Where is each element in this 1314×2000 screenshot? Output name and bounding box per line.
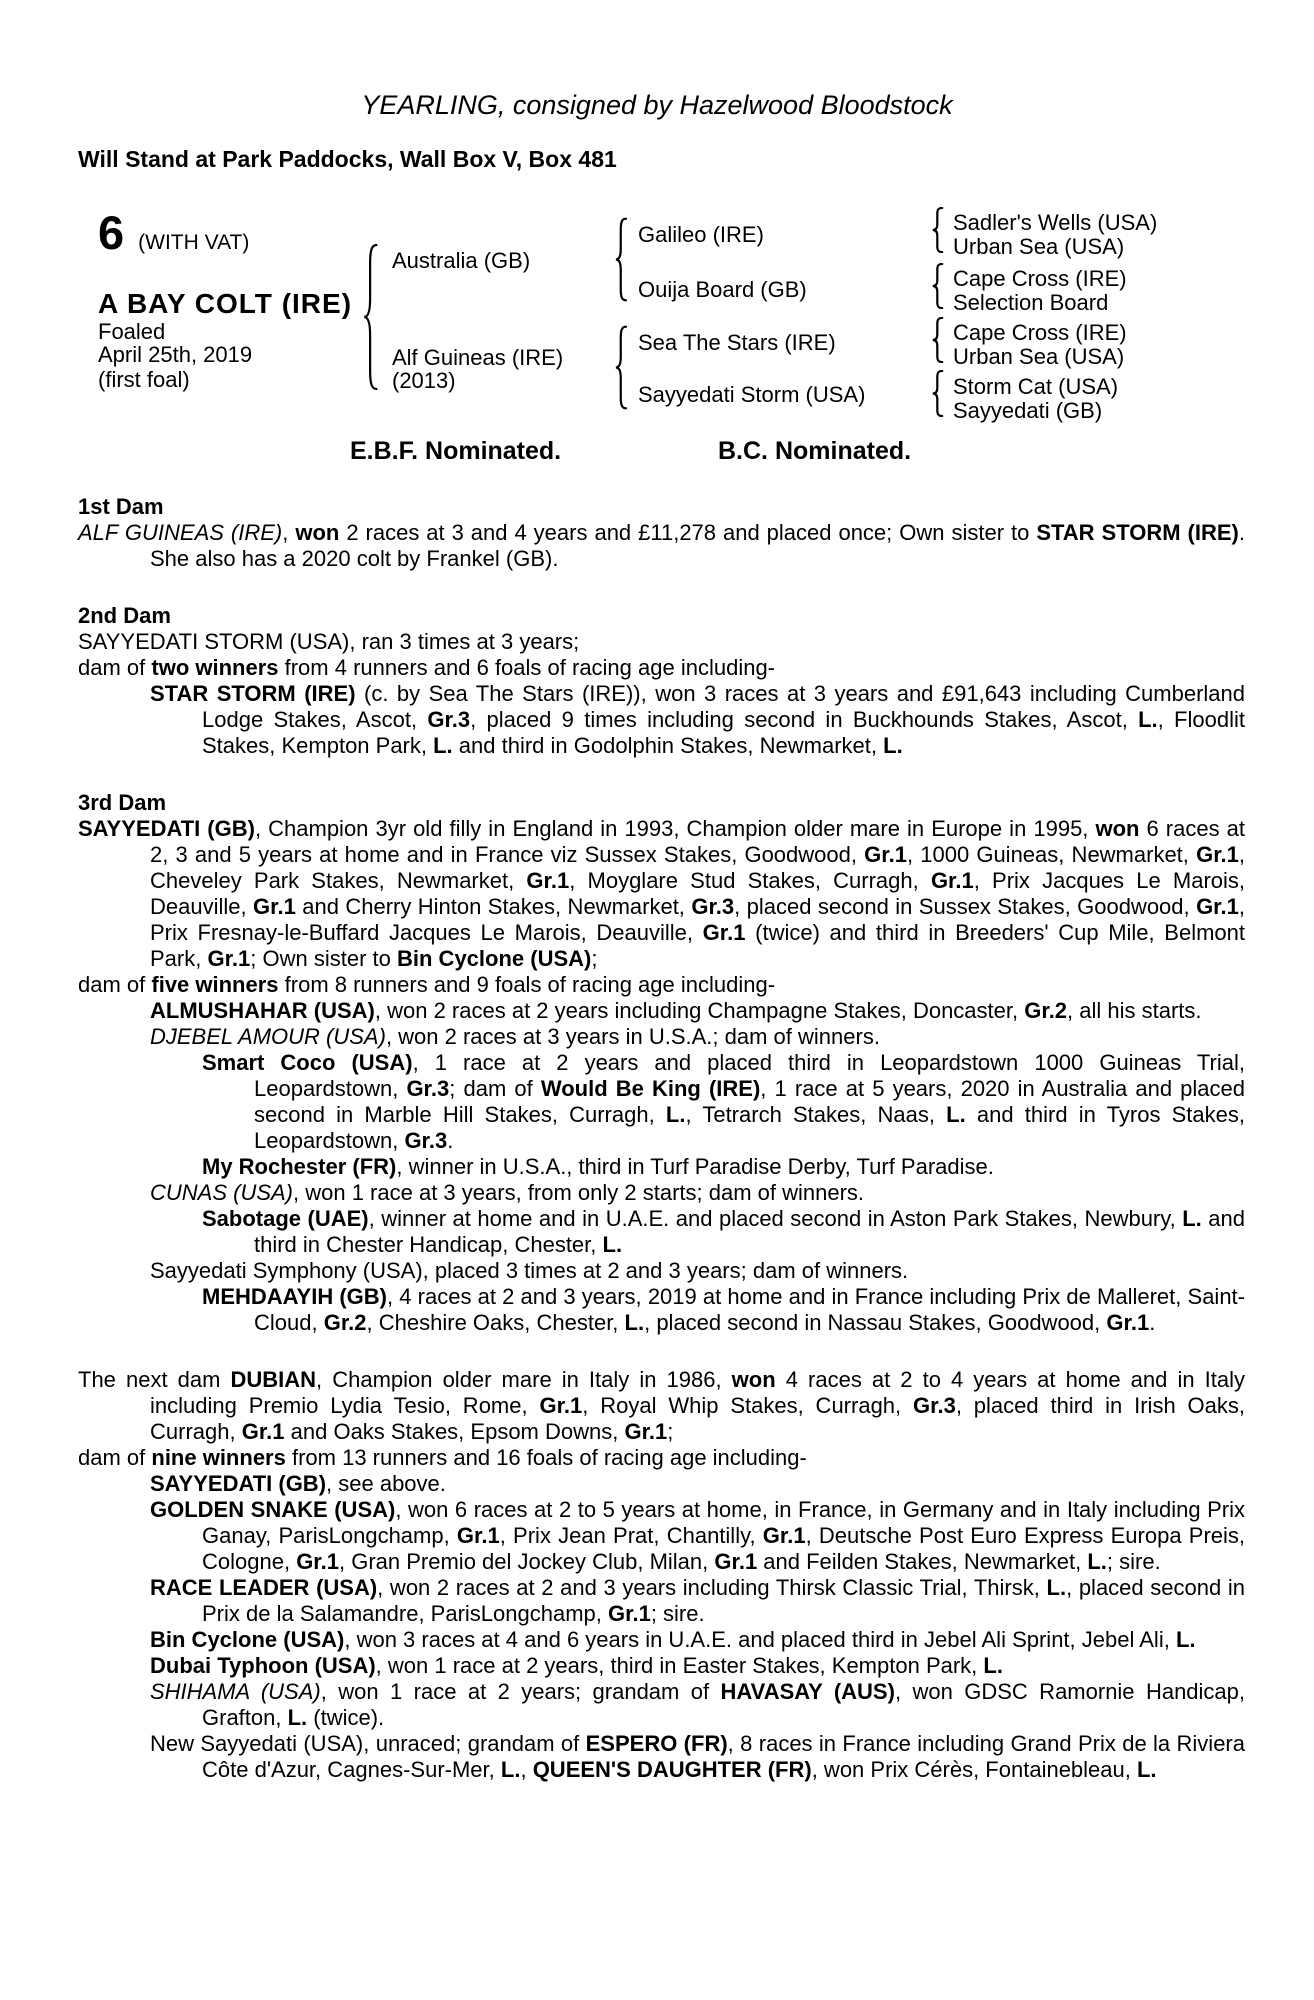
text-run: Bin Cyclone (USA): [397, 946, 592, 971]
text-run: dam of: [78, 1445, 152, 1470]
text-run: Gr.2: [1024, 998, 1068, 1023]
pedigree-paragraph: [78, 1024, 1245, 1050]
text-run: 6 races at 2, 3 and 5 years at home and in France viz Sussex Stakes, Goodwood,: [150, 816, 1246, 867]
text-run: Gr.1: [1106, 1310, 1150, 1335]
text-run: My Rochester (FR): [202, 1154, 397, 1179]
text-run: Gr.1: [456, 1523, 500, 1548]
text-run: from 8 runners and 9 foals of racing age including-: [278, 972, 776, 997]
foaled-label: Foaled: [98, 319, 166, 344]
sire-name: Australia (GB): [392, 248, 531, 273]
text-run: ALMUSHAHAR (USA): [150, 998, 375, 1023]
text-run: SAYYEDATI STORM (USA), ran 3 times at 3 years;: [78, 629, 580, 654]
dam-heading: 2nd Dam: [78, 603, 171, 628]
text-run: New Sayyedati (USA), unraced; grandam of: [150, 1731, 586, 1756]
pedigree-paragraph: [78, 1445, 1245, 1471]
text-run: Gr.3: [691, 894, 735, 919]
text-run: , Gran Premio del Jockey Club, Milan,: [339, 1549, 715, 1574]
dam-year: (2013): [392, 368, 456, 393]
pedigree-brace-gp-2: [931, 263, 945, 309]
text-run: and Oaks Stakes, Epsom Downs,: [284, 1419, 625, 1444]
text-run: , won GDSC Ramornie Handicap, Grafton,: [202, 1679, 1246, 1730]
dam-section: [78, 790, 1245, 1336]
stand-location-line: Will Stand at Park Paddocks, Wall Box V, Box 481: [78, 146, 617, 172]
text-run: Dubai Typhoon (USA): [150, 1653, 376, 1678]
text-run: Gr.1: [1196, 894, 1239, 919]
text-run: ,: [282, 520, 296, 545]
text-run: , won 1 race at 2 years; grandam of: [320, 1679, 721, 1704]
text-run: Gr.3: [406, 1076, 450, 1101]
first-foal-note: (first foal): [98, 367, 190, 392]
text-run: , see above.: [326, 1471, 446, 1496]
lot-number: 6: [98, 206, 125, 259]
grandparent-name: Sayyedati (GB): [953, 398, 1103, 423]
vat-note: (WITH VAT): [138, 231, 250, 254]
text-run: , Royal Whip Stakes, Curragh,: [582, 1393, 914, 1418]
pedigree-table: [0, 195, 1314, 437]
text-run: , won 2 races at 2 and 3 years including Thirsk Classic Trial, Thirsk,: [377, 1575, 1047, 1600]
text-run: , won 1 race at 3 years, from only 2 starts; dam of winners.: [293, 1180, 865, 1205]
pedigree-paragraph: [78, 972, 1245, 998]
text-run: , placed second in Nassau Stakes, Goodwood,: [644, 1310, 1107, 1335]
text-run: and Cherry Hinton Stakes, Newmarket,: [295, 894, 692, 919]
text-run: , winner at home and in U.A.E. and placed second in Aston Park Stakes, Newbury,: [368, 1206, 1183, 1231]
grandparent-name: Sadler's Wells (USA): [953, 210, 1158, 235]
text-run: SAYYEDATI (GB): [78, 816, 255, 841]
text-run: from 13 runners and 16 foals of racing age including-: [285, 1445, 807, 1470]
text-run: Gr.1: [624, 1419, 668, 1444]
ebf-nominated-label: E.B.F. Nominated.: [350, 437, 562, 465]
text-run: , winner in U.S.A., third in Turf Paradise Derby, Turf Paradise.: [396, 1154, 994, 1179]
pedigree-brace-gp-4: [931, 370, 945, 417]
dam-section: [78, 1367, 1245, 1783]
text-run: , Champion 3yr old filly in England in 1993, Champion older mare in Europe in 1995,: [254, 816, 1096, 841]
grandparent-name: Cape Cross (IRE): [953, 320, 1127, 345]
text-run: The next dam: [78, 1367, 231, 1392]
text-run: Would Be King (IRE): [540, 1076, 761, 1101]
text-run: Gr.1: [526, 868, 570, 893]
pedigree-paragraph: [78, 1154, 1245, 1180]
pedigree-paragraph: [78, 1575, 1245, 1627]
dam-sire-name: Sea The Stars (IRE): [638, 330, 836, 355]
text-run: L.: [1087, 1549, 1107, 1574]
text-run: ; sire.: [1106, 1549, 1161, 1574]
text-run: MEHDAAYIH (GB): [202, 1284, 388, 1309]
text-run: Gr.3: [427, 707, 471, 732]
text-run: ; dam of: [449, 1076, 541, 1101]
text-run: , 1 race at 5 years, 2020 in Australia and placed second in Marble Hill Stakes, Curragh,: [254, 1076, 1245, 1127]
text-run: Bin Cyclone (USA): [150, 1627, 345, 1652]
pedigree-paragraph: [78, 1180, 1245, 1206]
text-run: L.: [983, 1653, 1003, 1678]
pedigree-paragraph: [78, 681, 1245, 759]
text-run: , won 2 races at 2 years including Champagne Stakes, Doncaster,: [374, 998, 1025, 1023]
horse-name: A BAY COLT (IRE): [98, 288, 353, 319]
text-run: , placed third in Irish Oaks, Curragh,: [150, 1393, 1245, 1444]
dam-heading: 3rd Dam: [78, 790, 167, 815]
text-run: .: [1149, 1310, 1156, 1335]
text-run: (c. by Sea The Stars (IRE)), won 3 races at 3 years and £91,643 including Cumberland Lodge Stakes, Ascot,: [202, 681, 1245, 732]
text-run: Smart Coco (USA): [202, 1050, 413, 1075]
text-run: , Prix Fresnay-le-Buffard Jacques Le Marois, Deauville,: [150, 894, 1245, 945]
dam-dam-name: Sayyedati Storm (USA): [638, 382, 866, 407]
text-run: SAYYEDATI (GB): [150, 1471, 327, 1496]
text-run: .: [447, 1128, 454, 1153]
grandparent-name: Cape Cross (IRE): [953, 266, 1127, 291]
text-run: HAVASAY (AUS): [720, 1679, 895, 1704]
text-run: , all his starts.: [1067, 998, 1202, 1023]
pedigree-paragraph: [78, 520, 1245, 572]
grandparent-name: Urban Sea (USA): [953, 344, 1125, 369]
page-title: YEARLING, consigned by Hazelwood Bloodstock: [361, 90, 953, 120]
text-run: L.: [287, 1705, 308, 1730]
text-run: , won Prix Cérès, Fontainebleau,: [811, 1757, 1137, 1782]
text-run: 4 races at 2 to 4 years at home and in Italy including Premio Lydia Tesio, Rome,: [150, 1367, 1245, 1418]
text-run: Gr.1: [296, 1549, 339, 1574]
text-run: ;: [591, 946, 598, 971]
pedigree-paragraph: [78, 1731, 1245, 1783]
text-run: , Champion older mare in Italy in 1986,: [316, 1367, 732, 1392]
text-run: L.: [433, 733, 453, 758]
text-run: CUNAS (USA): [150, 1180, 294, 1205]
text-run: ALF GUINEAS (IRE): [78, 520, 283, 545]
text-run: , placed second in Sussex Stakes, Goodwood,: [734, 894, 1197, 919]
dam-name: Alf Guineas (IRE): [392, 345, 564, 370]
text-run: GOLDEN SNAKE (USA): [150, 1497, 396, 1522]
text-run: , Floodlit Stakes, Kempton Park,: [202, 707, 1245, 758]
pedigree-paragraph: [78, 1497, 1245, 1575]
text-run: Gr.1: [253, 894, 296, 919]
pedigree-brace-gp-3: [931, 317, 945, 363]
text-run: two winners: [151, 655, 279, 680]
text-run: L.: [1175, 1627, 1196, 1652]
text-run: STAR STORM (IRE): [1036, 520, 1239, 545]
text-run: Gr.1: [714, 1549, 758, 1574]
text-run: (twice).: [307, 1705, 385, 1730]
foaled-date: April 25th, 2019: [98, 342, 253, 367]
pedigree-paragraph: [78, 1627, 1245, 1653]
text-run: L.: [665, 1102, 686, 1127]
text-run: , won 1 race at 2 years, third in Easter Stakes, Kempton Park,: [375, 1653, 984, 1678]
text-run: QUEEN'S DAUGHTER (FR): [532, 1757, 812, 1782]
text-run: ; sire.: [650, 1601, 705, 1626]
catalogue-body: [78, 494, 1245, 1783]
text-run: five winners: [151, 972, 279, 997]
pedigree-paragraph: [78, 1206, 1245, 1258]
text-run: L.: [883, 733, 903, 758]
text-run: , Cheshire Oaks, Chester,: [366, 1310, 625, 1335]
text-run: , 1 race at 2 years and placed third in Leopardstown 1000 Guineas Trial, Leopardstown,: [254, 1050, 1245, 1101]
text-run: , Deutsche Post Euro Express Europa Preis, Cologne,: [202, 1523, 1246, 1574]
bc-nominated-label: B.C. Nominated.: [718, 437, 912, 465]
pedigree-paragraph: [78, 1653, 1245, 1679]
text-run: and third in Godolphin Stakes, Newmarket,: [452, 733, 884, 758]
text-run: Gr.1: [762, 1523, 806, 1548]
text-run: , placed second in Prix de la Salamandre, ParisLongchamp,: [202, 1575, 1245, 1626]
text-run: Gr.1: [539, 1393, 583, 1418]
text-run: nine winners: [151, 1445, 286, 1470]
text-run: , placed 9 times including second in Buckhounds Stakes, Ascot,: [470, 707, 1139, 732]
text-run: L.: [602, 1232, 623, 1257]
lot-row: [98, 206, 250, 259]
text-run: Gr.1: [608, 1601, 651, 1626]
text-run: from 4 runners and 6 foals of racing age including-: [278, 655, 776, 680]
pedigree-paragraph: [78, 629, 1245, 655]
pedigree-paragraph: [78, 816, 1245, 972]
grandparent-name: Urban Sea (USA): [953, 234, 1125, 259]
text-run: (twice) and third in Breeders' Cup Mile, Belmont Park,: [150, 920, 1246, 971]
text-run: Gr.1: [1196, 842, 1239, 867]
text-run: . She also has a 2020 colt by Frankel (GB).: [150, 520, 1245, 571]
text-run: Sabotage (UAE): [202, 1206, 369, 1231]
grandparent-name: Selection Board: [953, 290, 1109, 315]
text-run: dam of: [78, 655, 152, 680]
grandparent-name: Storm Cat (USA): [953, 374, 1119, 399]
text-run: Gr.1: [241, 1419, 285, 1444]
text-run: Gr.2: [323, 1310, 367, 1335]
dam-section: [78, 494, 1245, 572]
text-run: Gr.1: [864, 842, 907, 867]
pedigree-paragraph: [78, 1367, 1245, 1445]
text-run: , won 3 races at 4 and 6 years in U.A.E. and placed third in Jebel Ali Sprint, Jebel Ali,: [344, 1627, 1176, 1652]
pedigree-paragraph: [78, 1258, 1245, 1284]
text-run: ,: [520, 1757, 533, 1782]
text-run: , 8 races in France including Grand Prix de la Riviera Côte d'Azur, Cagnes-Sur-Mer,: [202, 1731, 1245, 1782]
text-run: , 1000 Guineas, Newmarket,: [906, 842, 1197, 867]
pedigree-paragraph: [78, 655, 1245, 681]
pedigree-brace-gp-1: [931, 207, 945, 253]
text-run: DUBIAN: [230, 1367, 317, 1392]
text-run: dam of: [78, 972, 152, 997]
text-run: L.: [500, 1757, 521, 1782]
text-run: 2 races at 3 and 4 years and £11,278 and placed once; Own sister to: [339, 520, 1037, 545]
text-run: Gr.3: [913, 1393, 956, 1418]
pedigree-brace-dam: [614, 325, 629, 410]
pedigree-paragraph: [78, 1471, 1245, 1497]
pedigree-paragraph: [78, 998, 1245, 1024]
text-run: , Prix Jacques Le Marois, Deauville,: [150, 868, 1246, 919]
text-run: ESPERO (FR): [585, 1731, 728, 1756]
text-run: L.: [1138, 707, 1158, 732]
text-run: DJEBEL AMOUR (USA): [150, 1024, 386, 1049]
dam-heading: 1st Dam: [78, 494, 164, 519]
text-run: and third in Chester Handicap, Chester,: [254, 1206, 1245, 1257]
text-run: L.: [1182, 1206, 1202, 1231]
text-run: L.: [946, 1102, 966, 1127]
text-run: Gr.1: [702, 920, 746, 945]
sire-dam-name: Ouija Board (GB): [638, 277, 807, 302]
pedigree-brace-gen1: [362, 242, 380, 392]
text-run: Gr.1: [930, 868, 974, 893]
text-run: STAR STORM (IRE): [150, 681, 356, 706]
text-run: ;: [667, 1419, 674, 1444]
text-run: won: [1095, 816, 1140, 841]
text-run: L.: [1136, 1757, 1157, 1782]
text-run: RACE LEADER (USA): [150, 1575, 378, 1600]
text-run: and third in Tyros Stakes, Leopardstown,: [254, 1102, 1245, 1153]
text-run: , won 2 races at 3 years in U.S.A.; dam of winners.: [385, 1024, 880, 1049]
sire-sire-name: Galileo (IRE): [638, 222, 764, 247]
text-run: , won 6 races at 2 to 5 years at home, in France, in Germany and in Italy including Prix Ganay, ParisLongchamp,: [202, 1497, 1246, 1548]
pedigree-paragraph: [78, 1679, 1245, 1731]
text-run: won: [295, 520, 340, 545]
text-run: , Tetrarch Stakes, Naas,: [685, 1102, 947, 1127]
dam-section: [78, 603, 1245, 759]
text-run: Sayyedati Symphony (USA), placed 3 times at 2 and 3 years; dam of winners.: [150, 1258, 909, 1283]
text-run: SHIHAMA (USA): [150, 1679, 321, 1704]
text-run: and Feilden Stakes, Newmarket,: [757, 1549, 1088, 1574]
pedigree-brace-sire: [614, 217, 629, 302]
text-run: , Cheveley Park Stakes, Newmarket,: [150, 842, 1246, 893]
text-run: Gr.1: [207, 946, 251, 971]
pedigree-paragraph: [78, 1284, 1245, 1336]
text-run: Gr.3: [404, 1128, 448, 1153]
text-run: ; Own sister to: [250, 946, 397, 971]
text-run: , Moyglare Stud Stakes, Curragh,: [569, 868, 931, 893]
text-run: L.: [1046, 1575, 1067, 1600]
text-run: L.: [624, 1310, 645, 1335]
text-run: , 4 races at 2 and 3 years, 2019 at home and in France including Prix de Malleret, Saint-Cloud,: [254, 1284, 1245, 1335]
text-run: won: [731, 1367, 776, 1392]
pedigree-paragraph: [78, 1050, 1245, 1154]
text-run: , Prix Jean Prat, Chantilly,: [499, 1523, 763, 1548]
